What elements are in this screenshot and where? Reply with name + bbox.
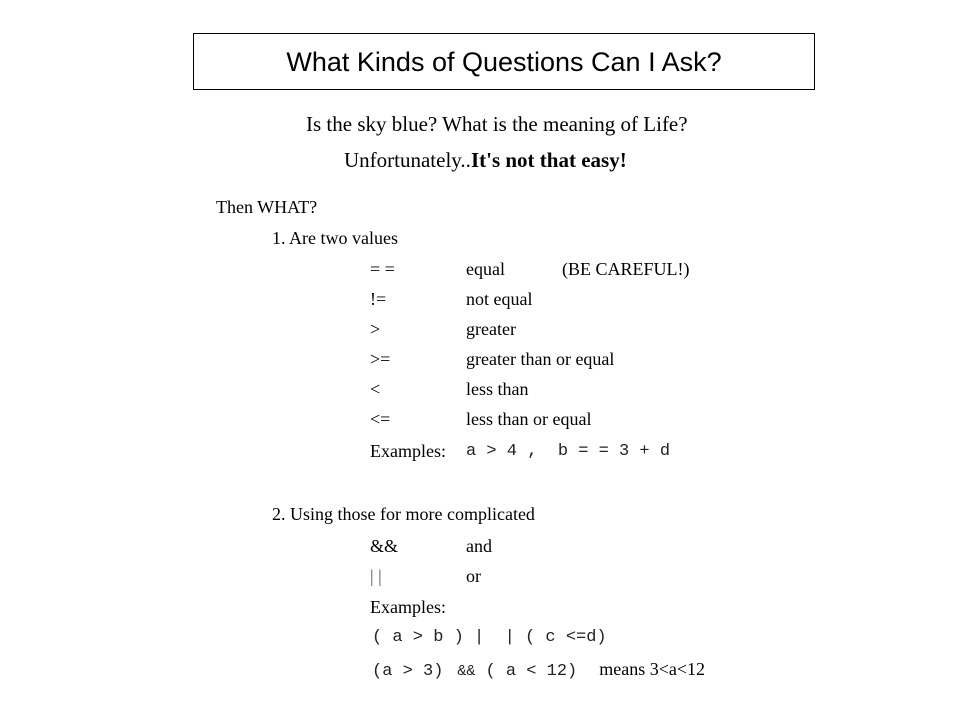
op-less-equal: <=: [370, 409, 391, 429]
op-or: | |: [370, 566, 382, 586]
op-greater-equal: >=: [370, 349, 391, 369]
desc-and: and: [466, 536, 492, 556]
section2-heading: 2. Using those for more complicated: [272, 504, 535, 524]
example-range-code-c: ( a < 12): [485, 662, 578, 681]
title-box: [193, 33, 815, 90]
example-range-line: [372, 658, 705, 681]
caveat-line: [344, 148, 627, 172]
caveat-plain: Unfortunately..: [344, 148, 471, 172]
caveat-bold: It's not that easy!: [470, 148, 627, 172]
desc-not-equal: not equal: [466, 289, 533, 309]
example-range-code-b: &&: [457, 663, 476, 680]
careful-note: (BE CAREFUL!): [562, 259, 690, 279]
examples-label-1: Examples:: [370, 441, 446, 461]
op-and: &&: [370, 536, 399, 556]
op-less: <: [370, 379, 381, 399]
example-range-code-a: (a > 3): [372, 662, 444, 681]
example-or-code: ( a > b ) | | ( c <=d): [372, 628, 607, 647]
slide-title: What Kinds of Questions Can I Ask?: [286, 47, 722, 77]
op-equal: = =: [370, 259, 395, 279]
example-range-text: means 3<a<12: [599, 659, 706, 679]
op-greater: >: [370, 319, 381, 339]
examples-label-2: Examples:: [370, 597, 446, 617]
examples-code-1: a > 4 , b = = 3 + d: [466, 442, 671, 461]
section1-heading: 1. Are two values: [272, 228, 398, 248]
desc-equal: equal: [466, 259, 505, 279]
desc-or: or: [466, 566, 481, 586]
desc-greater: greater: [466, 319, 516, 339]
desc-less: less than: [466, 379, 529, 399]
op-not-equal: !=: [370, 289, 387, 309]
desc-greater-equal: greater than or equal: [466, 349, 615, 369]
then-what: Then WHAT?: [216, 197, 318, 217]
desc-less-equal: less than or equal: [466, 409, 592, 429]
question-line: Is the sky blue? What is the meaning of Life?: [306, 112, 688, 136]
